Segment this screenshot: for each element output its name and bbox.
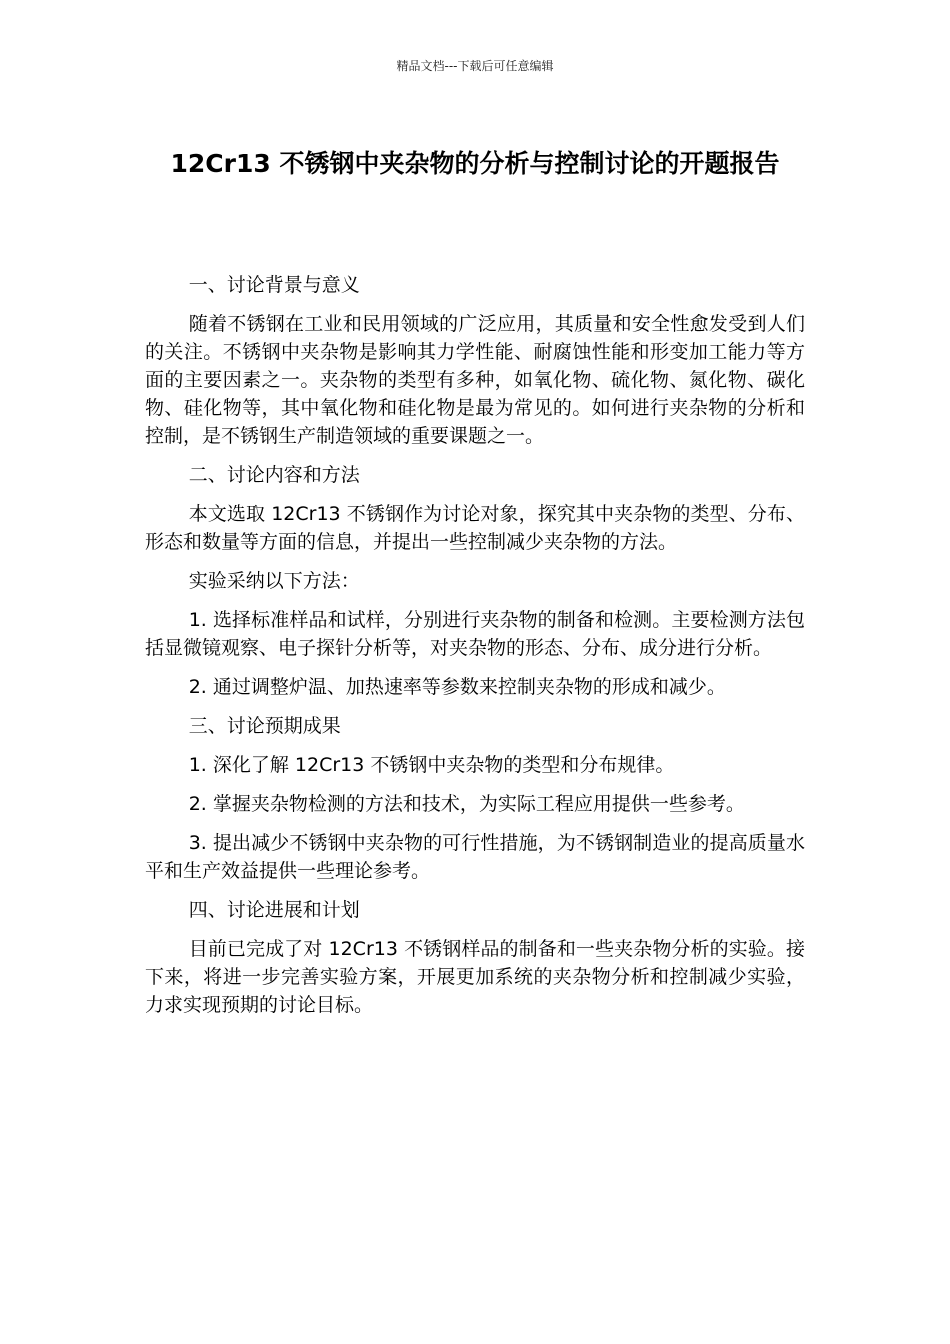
header-note: 精品文档---下载后可任意编辑 — [396, 59, 554, 73]
document-body — [145, 271, 805, 1030]
paragraph-background: 随着不锈钢在工业和民用领域的广泛应用，其质量和安全性愈发受到人们的关注。不锈钢中夹杂物是影响其力学性能、耐腐蚀性能和形变加工能力等方面的主要因素之一。夹杂物的类型有多种，如氧化物、硫化物、氮化物、碳化物、硅化物等，其中氧化物和硅化物是最为常见的。如何进行夹杂物的分析和控制，是不锈钢生产制造领域的重要课题之一。 — [145, 313, 805, 447]
paragraph-progress: 目前已完成了对 12Cr13 不锈钢样品的制备和一些夹杂物分析的实验。接下来，将进一步完善实验方案，开展更加系统的夹杂物分析和控制减少实验，力求实现预期的讨论目标。 — [145, 938, 805, 1016]
list-item-method-1: 1. 选择标准样品和试样，分别进行夹杂物的制备和检测。主要检测方法包括显微镜观察、电子探针分析等，对夹杂物的形态、分布、成分进行分析。 — [145, 609, 805, 659]
list-item-method-2: 2. 通过调整炉温、加热速率等参数来控制夹杂物的形成和减少。 — [188, 676, 726, 698]
paragraph-methods-intro: 实验采纳以下方法： — [188, 570, 360, 592]
section-heading-progress-plan: 四、讨论进展和计划 — [188, 899, 360, 921]
section-heading-content-methods: 二、讨论内容和方法 — [188, 464, 360, 486]
list-item-result-2: 2. 掌握夹杂物检测的方法和技术，为实际工程应用提供一些参考。 — [188, 793, 745, 815]
paragraph-content: 本文选取 12Cr13 不锈钢作为讨论对象，探究其中夹杂物的类型、分布、形态和数量等方面的信息，并提出一些控制减少夹杂物的方法。 — [145, 503, 805, 553]
list-item-result-1: 1. 深化了解 12Cr13 不锈钢中夹杂物的类型和分布规律。 — [188, 754, 675, 776]
section-heading-expected-results: 三、讨论预期成果 — [188, 715, 341, 737]
section-heading-background: 一、讨论背景与意义 — [188, 274, 360, 296]
list-item-result-3: 3. 提出减少不锈钢中夹杂物的可行性措施，为不锈钢制造业的提高质量水平和生产效益提供一些理论参考。 — [145, 832, 805, 882]
document-title: 12Cr13 不锈钢中夹杂物的分析与控制讨论的开题报告 — [170, 149, 780, 178]
